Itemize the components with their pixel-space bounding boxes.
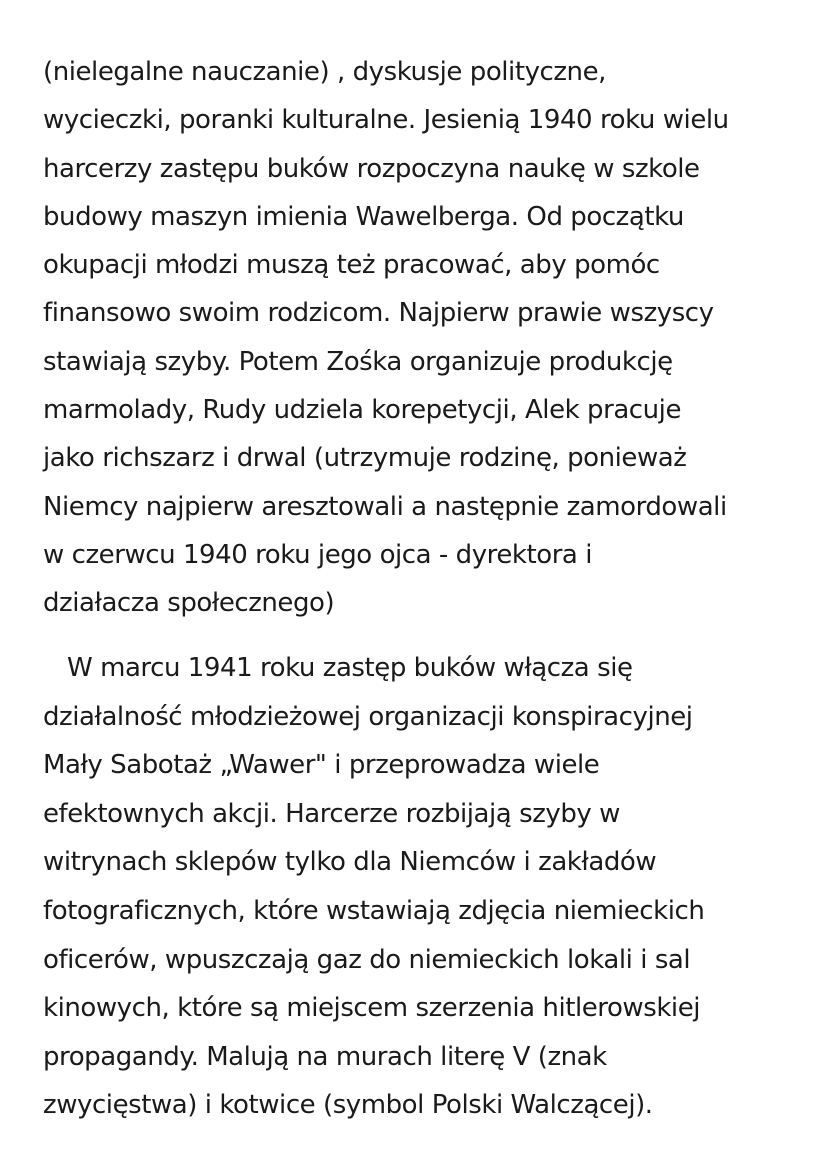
text-line: budowy maszyn imienia Wawelberga. Od początku [43,201,684,232]
text-line: fotograficznych, które wstawiają zdjęcia niemieckich [43,895,705,926]
text-line: działalność młodzieżowej organizacji konspiracyjnej [43,701,693,732]
text-line: (nielegalne nauczanie) , dyskusje polityczne, [43,57,606,87]
text-line: marmolady, Rudy udziela korepetycji, Alek pracuje [43,395,682,426]
text-line: okupacji młodzi muszą też pracować, aby pomóc [43,250,660,281]
text-line: Mały Sabotaż „Wawer" i przeprowadza wiele [43,750,600,781]
text-line: wycieczki, poranki kulturalne. Jesienią 1940 roku wielu [43,105,729,136]
text-line: działacza społecznego) [43,588,335,619]
text-line: propagandy. Malują na murach literę V (znak [43,1041,607,1072]
text-line: harcerzy zastępu buków rozpoczyna naukę w szkole [43,153,700,184]
text-line: W marcu 1941 roku zastęp buków włącza się [67,653,633,683]
text-line: efektownych akcji. Harcerze rozbijają szyby w [43,798,620,829]
text-line: finansowo swoim rodzicom. Najpierw prawie wszyscy [43,298,714,329]
text-line: kinowych, które są miejscem szerzenia hitlerowskiej [43,993,701,1024]
text-line: witrynach sklepów tylko dla Niemców i zakładów [43,847,657,878]
text-line: jako richszarz i drwal (utrzymuje rodzinę, ponieważ [43,443,687,474]
paragraph-2 [43,644,813,1130]
paragraph-1 [43,48,813,628]
text-line: Niemcy najpierw aresztowali a następnie zamordowali [43,491,727,522]
text-line: w czerwcu 1940 roku jego ojca - dyrektora i [43,539,593,570]
text-line: zwycięstwa) i kotwice (symbol Polski Walczącej). [43,1090,653,1121]
text-line: oficerów, wpuszczają gaz do niemieckich lokali i sal [43,944,691,975]
text-line: stawiają szyby. Potem Zośka organizuje produkcję [43,346,673,377]
